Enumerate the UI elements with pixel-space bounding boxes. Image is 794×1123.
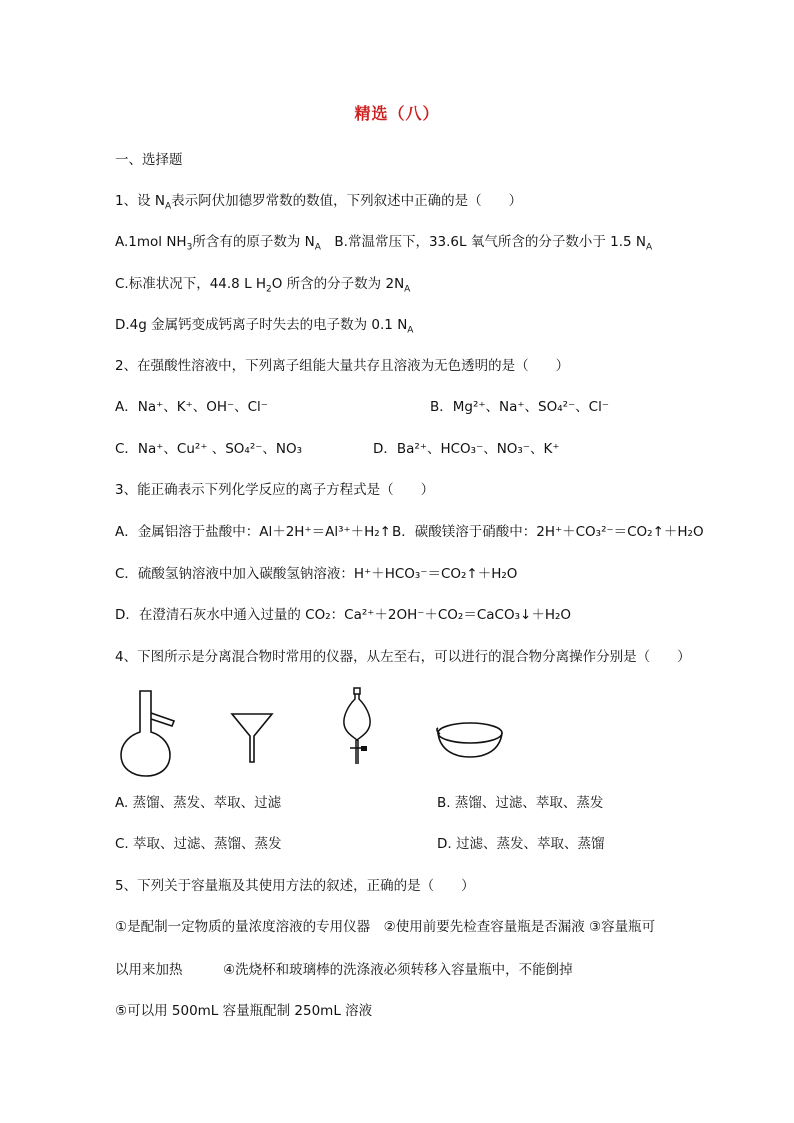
q4-option-a: A. 蒸馏、蒸发、萃取、过滤 [115,795,282,811]
q1-options-ab [115,233,652,251]
q1-option-c: C.标准状况下，44.8 L $H_2O$ 所含的分子数为 $2N_A$ [115,276,411,295]
q4-stem: 4、下图所示是分离混合物时常用的仪器，从左至右，可以进行的混合物分离操作分别是（ ） [115,649,691,665]
q3-option-d: D．在澄清石灰水中通入过量的 CO₂：Ca²⁺＋2OH⁻＋CO₂＝CaCO₃↓＋H₂O [115,607,572,623]
q4-option-b: B. 蒸馏、过滤、萃取、蒸发 [437,795,604,811]
distillation-flask-icon [118,688,178,778]
q2-option-d: D．Ba²⁺、HCO₃⁻、NO₃⁻、K⁺ [373,441,560,457]
q4-option-c: C. 萃取、过滤、蒸馏、蒸发 [115,836,282,852]
page-title: 精选（八） [354,104,440,123]
q4-option-d: D. 过滤、蒸发、萃取、蒸馏 [437,836,605,852]
q1-option-a: A.1mol $NH_3$所含有的原子数为 $N_A$ [115,234,321,253]
q2-option-a: A．Na⁺、K⁺、OH⁻、Cl⁻ [115,399,268,415]
section-heading: 一、选择题 [115,152,183,168]
q2-option-c: C．Na⁺、Cu²⁺ 、SO₄²⁻、NO₃ [115,441,303,457]
funnel-icon [230,712,274,764]
q2-stem: 2、在强酸性溶液中，下列离子组能大量共存且溶液为无色透明的是（ ） [115,358,570,374]
q3-option-a: A．金属铝溶于盐酸中：Al＋2H⁺＝Al³⁺＋H₂↑ [115,524,391,540]
q5-statement-line-2: 以用来加热 ④洗烧杯和玻璃棒的洗涤液必须转移入容量瓶中，不能倒掉 [115,962,573,978]
q5-statement-line-3: ⑤可以用 500mL 容量瓶配制 250mL 溶液 [115,1003,373,1019]
q1-stem: 1、设 $N_A$表示阿伏加德罗常数的数值，下列叙述中正确的是（ ） [115,193,523,212]
evaporating-dish-icon [434,720,504,760]
q1-option-b: B.常温常压下，33.6L 氧气所含的分子数小于 1.5 $N_A$ [334,234,653,253]
q2-option-b: B．Mg²⁺、Na⁺、SO₄²⁻、Cl⁻ [430,399,609,415]
q3-option-c: C．硫酸氢钠溶液中加入碳酸氢钠溶液：H⁺＋HCO₃⁻＝CO₂↑＋H₂O [115,566,518,582]
q1-option-d: D.4g 金属钙变成钙离子时失去的电子数为 0.1 $N_A$ [115,317,414,336]
q3-stem: 3、能正确表示下列化学反应的离子方程式是（ ） [115,482,435,498]
separatory-funnel-icon [340,686,374,766]
q5-stem: 5、下列关于容量瓶及其使用方法的叙述，正确的是（ ） [115,878,475,894]
q5-statement-line-1: ①是配制一定物质的量浓度溶液的专用仪器 ②使用前要先检查容量瓶是否漏液 ③容量瓶可 [115,919,656,935]
q3-option-b: B．碳酸镁溶于硝酸中：2H⁺＋CO₃²⁻＝CO₂↑＋H₂O [392,524,704,540]
